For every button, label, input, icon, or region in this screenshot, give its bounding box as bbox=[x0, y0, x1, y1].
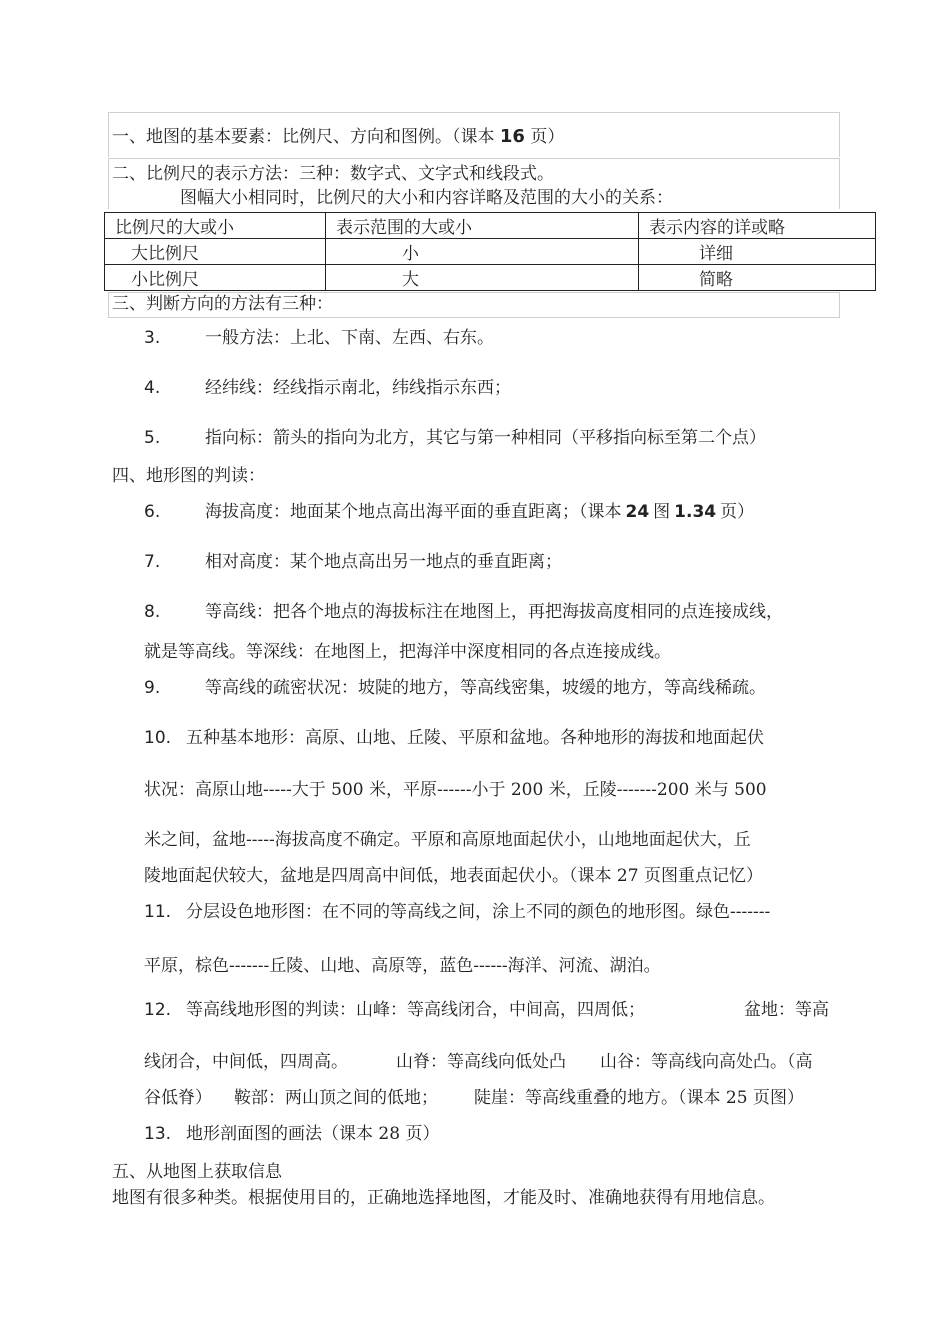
list-number: 10. bbox=[144, 728, 172, 748]
scale-relation-table bbox=[104, 212, 876, 291]
table-header-row bbox=[105, 213, 876, 239]
list-item: 五种基本地形：高原、山地、丘陵、平原和盆地。各种地形的海拔和地面起伏 bbox=[186, 728, 764, 748]
list-item: 指向标：箭头的指向为北方，其它与第一种相同（平移指向标至第二个点） bbox=[205, 428, 766, 448]
table-row bbox=[105, 239, 876, 265]
table-caption: 图幅大小相同时，比例尺的大小和内容详略及范围的大小的关系： bbox=[180, 188, 673, 208]
list-item-ridge: 山脊：等高线向低处凸 bbox=[396, 1052, 566, 1072]
table-header-cell: 表示内容的详或略 bbox=[639, 213, 876, 239]
list-number: 8. bbox=[144, 602, 161, 622]
list-item: 相对高度：某个地点高出另一地点的垂直距离； bbox=[205, 552, 562, 572]
list-item-continuation: 线闭合，中间低，四周高。 bbox=[144, 1052, 348, 1072]
list-number: 3. bbox=[144, 328, 161, 348]
section-5-text: 地图有很多种类。根据使用目的，正确地选择地图，才能及时、准确地获得有用地信息。 bbox=[112, 1188, 775, 1208]
list-number: 12. bbox=[144, 1000, 172, 1020]
list-item-continuation: 米之间，盆地-----海拔高度不确定。平原和高原地面起伏小，山地地面起伏大，丘 bbox=[144, 830, 751, 850]
list-item: 等高线地形图的判读：山峰：等高线闭合，中间高，四周低； bbox=[186, 1000, 645, 1020]
list-number: 9. bbox=[144, 678, 161, 698]
list-item: 地形剖面图的画法（课本 28 页） bbox=[186, 1124, 440, 1144]
list-item-valley: 山谷：等高线向高处凸。（高 bbox=[600, 1052, 813, 1072]
list-number: 7. bbox=[144, 552, 161, 572]
table-header-cell: 比例尺的大或小 bbox=[105, 213, 326, 239]
table-row bbox=[105, 265, 876, 291]
section-1-title: 一、地图的基本要素：比例尺、方向和图例。（课本 16 页） bbox=[112, 126, 565, 147]
list-number: 5. bbox=[144, 428, 161, 448]
list-item-continuation: 平原，棕色-------丘陵、山地、高原等，蓝色------海洋、河流、湖泊。 bbox=[144, 956, 661, 976]
list-number: 4. bbox=[144, 378, 161, 398]
list-item-continuation: 陵地面起伏较大，盆地是四周高中间低，地表面起伏小。（课本 27 页图重点记忆） bbox=[144, 866, 763, 886]
list-item: 经纬线：经线指示南北，纬线指示东西； bbox=[205, 378, 511, 398]
list-item: 等高线的疏密状况：坡陡的地方，等高线密集，坡缓的地方，等高线稀疏。 bbox=[205, 678, 766, 698]
table-cell: 简略 bbox=[639, 265, 876, 291]
table-cell: 详细 bbox=[639, 239, 876, 265]
list-item-cliff: 陡崖：等高线重叠的地方。（课本 25 页图） bbox=[474, 1088, 804, 1108]
table-cell: 大比例尺 bbox=[105, 239, 326, 265]
list-item-continuation: 谷低脊） bbox=[144, 1088, 212, 1108]
list-item-basin: 盆地：等高 bbox=[744, 1000, 829, 1020]
list-number: 13. bbox=[144, 1124, 172, 1144]
list-item-continuation: 就是等高线。等深线：在地图上，把海洋中深度相同的各点连接成线。 bbox=[144, 642, 671, 662]
list-number: 11. bbox=[144, 902, 172, 922]
list-item-saddle: 鞍部：两山顶之间的低地； bbox=[234, 1088, 438, 1108]
section-4-title: 四、地形图的判读： bbox=[112, 466, 265, 486]
table-header-cell: 表示范围的大或小 bbox=[326, 213, 639, 239]
list-number: 6. bbox=[144, 502, 161, 522]
table-cell: 小比例尺 bbox=[105, 265, 326, 291]
list-item: 一般方法：上北、下南、左西、右东。 bbox=[205, 328, 494, 348]
section-3-title: 三、判断方向的方法有三种： bbox=[112, 294, 333, 314]
section-5-title: 五、从地图上获取信息 bbox=[112, 1162, 282, 1182]
list-item: 等高线：把各个地点的海拔标注在地图上，再把海拔高度相同的点连接成线， bbox=[205, 602, 783, 622]
section-2-title: 二、比例尺的表示方法：三种：数字式、文字式和线段式。 bbox=[112, 164, 554, 184]
list-item-continuation: 状况：高原山地-----大于 500 米，平原------小于 200 米，丘陵-------200 米与 500 bbox=[144, 780, 767, 800]
list-item: 海拔高度：地面某个地点高出海平面的垂直距离；（课本 24 图 1.34 页） bbox=[205, 502, 755, 522]
table-cell: 大 bbox=[326, 265, 639, 291]
list-item: 分层设色地形图：在不同的等高线之间，涂上不同的颜色的地形图。绿色------- bbox=[186, 902, 771, 922]
table-cell: 小 bbox=[326, 239, 639, 265]
